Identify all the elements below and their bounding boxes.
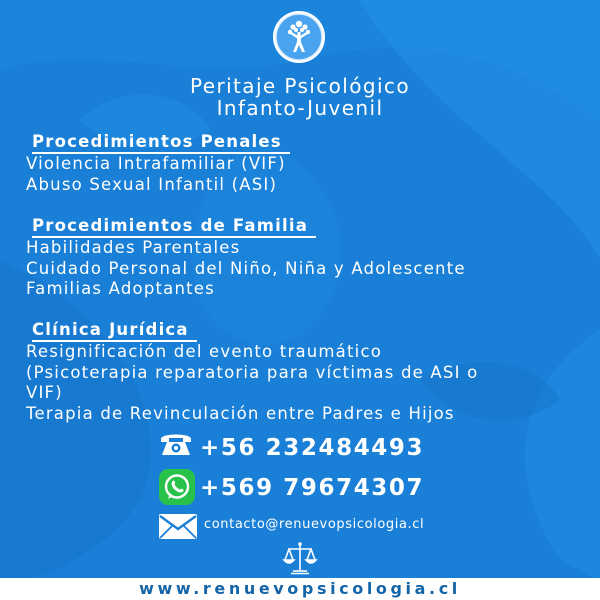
service-item: Violencia Intrafamiliar (VIF): [26, 154, 286, 173]
phone-number[interactable]: +56 232484493: [200, 435, 425, 461]
section-heading: Procedimientos Penales: [32, 132, 290, 154]
section-clinica-juridica: [26, 320, 586, 424]
section-heading: Procedimientos de Familia: [32, 216, 316, 238]
service-item: Abuso Sexual Infantil (ASI): [26, 174, 278, 194]
telephone-icon: [158, 430, 194, 458]
website-link[interactable]: www.renuevopsicologia.cl: [139, 579, 461, 598]
service-item: VIF): [26, 383, 63, 402]
service-item: Familias Adoptantes: [26, 279, 215, 298]
section-heading: Clínica Jurídica: [32, 320, 197, 342]
service-item: Habilidades Parentales: [26, 238, 241, 257]
envelope-icon: [158, 513, 198, 540]
email-address[interactable]: contacto@renuevopsicologia.cl: [204, 517, 425, 532]
section-procedimientos-familia: [26, 216, 586, 300]
service-item: Cuidado Personal del Niño, Niña y Adolescente: [26, 258, 466, 278]
title-line-1: Peritaje Psicológico: [190, 74, 410, 98]
tree-person-logo: [272, 10, 326, 64]
whatsapp-icon: [158, 468, 196, 506]
service-item: Terapia de Revinculación entre Padres e Hijos: [26, 403, 455, 423]
whatsapp-number[interactable]: +569 79674307: [200, 475, 425, 501]
title-line-2: Infanto-Juvenil: [216, 96, 384, 120]
service-item: (Psicoterapia reparatoria para víctimas de ASI o: [26, 362, 479, 382]
section-procedimientos-penales: [26, 132, 586, 195]
service-item: Resignificación del evento traumático: [26, 342, 383, 361]
scales-of-justice-icon: [282, 540, 318, 576]
